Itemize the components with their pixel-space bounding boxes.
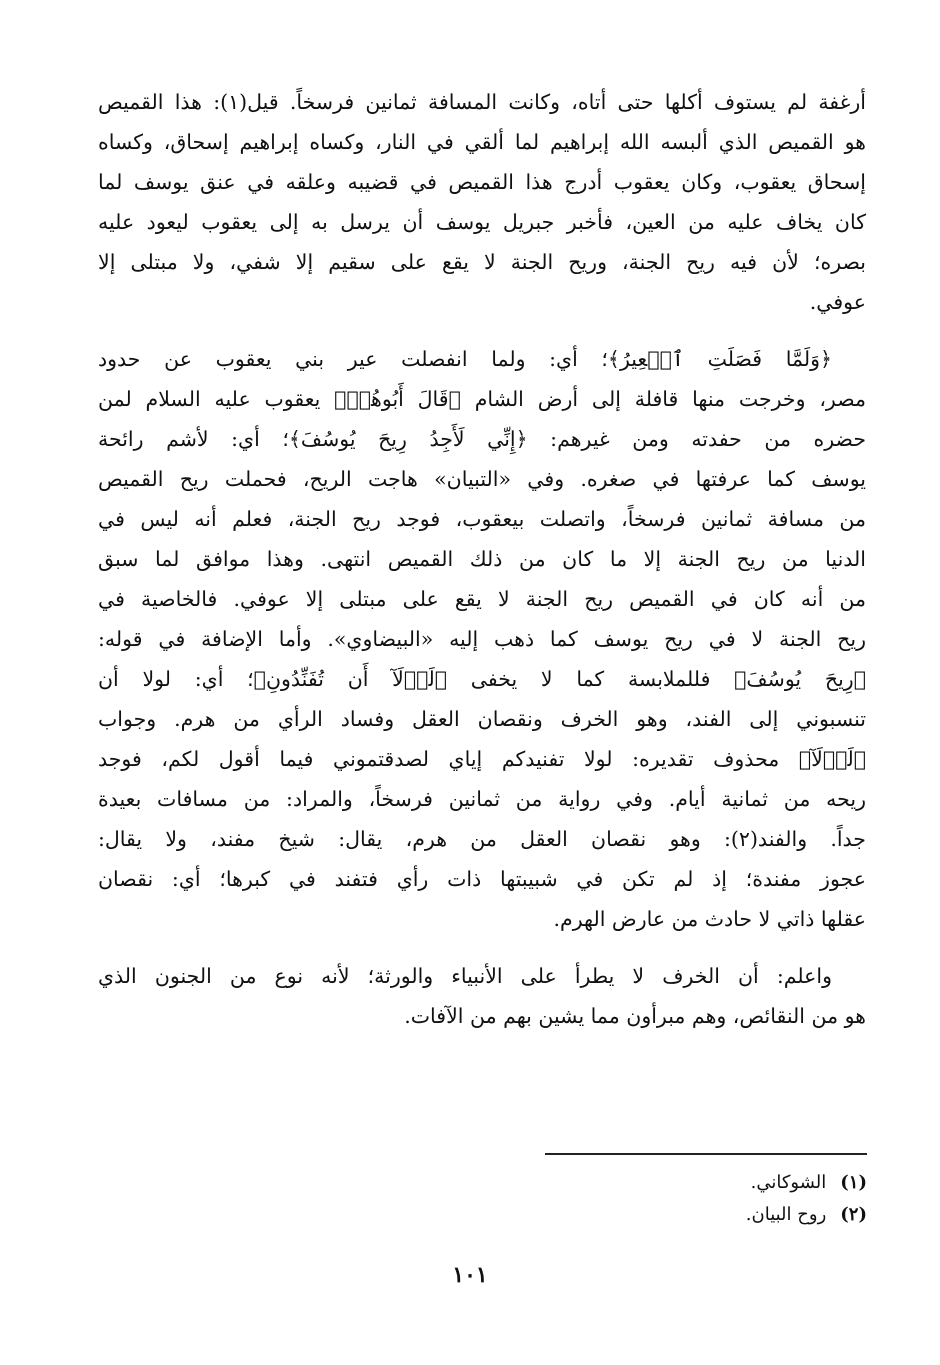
text-line: تنسبوني إلى الفند، وهو الخرف ونقصان العقل وفساد الرأي من هرم. وجواب: [98, 707, 866, 731]
text-line: إسحاق يعقوب، وكان يعقوب أدرج هذا القميص في قضيبه وعلقه في عنق يوسف لما: [98, 170, 866, 194]
text-line: ﴿لَوۡلَآ﴾ محذوف تقديره: لولا تفنيدكم إياي لصدقتموني فيما أقول لكم، فوجد: [98, 747, 866, 771]
footnote-2: [520, 1199, 867, 1231]
text-line: من مسافة ثمانين فرسخاً، واتصلت بيعقوب، فوجد ريح الجنة، فعلم أنه ليس في: [98, 507, 866, 531]
text-line: هو القميص الذي ألبسه الله إبراهيم لما ألقي في النار، وكساه إبراهيم إسحاق، وكساه: [98, 130, 866, 154]
paragraph-2: [98, 339, 866, 939]
text-line: واعلم: أن الخرف لا يطرأ على الأنبياء والورثة؛ لأنه نوع من الجنون الذي: [98, 964, 832, 988]
paragraph-gap: [98, 939, 866, 956]
main-text: [98, 82, 866, 1036]
paragraph-gap: [98, 322, 866, 339]
text-line: يوسف كما عرفتها في صغره. وفي «التبيان» هاجت الريح، فحملت ريح القميص: [98, 467, 866, 491]
text-line: حضره من حفدته ومن غيرهم: ﴿إِنِّي لَأَجِدُ رِيحَ يُوسُفَ﴾؛ أي: لأشم رائحة: [98, 427, 866, 451]
text-line: ﴿وَلَمَّا فَصَلَتِ ٱلۡعِيرُ﴾؛ أي: ولما انفصلت عير بني يعقوب عن حدود: [98, 347, 832, 371]
text-line: عوفي.: [809, 290, 866, 314]
text-line: كان يخاف عليه من العين، فأخبر جبريل يوسف أن يرسل به إلى يعقوب ليعود عليه: [98, 210, 866, 234]
text-line: عجوز مفندة؛ إذ لم تكن في شبيبتها ذات رأي فتفند في كبرها؛ أي: نقصان: [98, 867, 866, 891]
footnote-1: [520, 1167, 867, 1199]
text-line: ريحه من ثمانية أيام. وفي رواية من ثمانين فرسخاً، والمراد: من مسافات بعيدة: [98, 787, 866, 811]
text-line: من أنه كان في القميص ريح الجنة لا يقع على مبتلى إلا عوفي. فالخاصية في: [98, 587, 866, 611]
text-line: جداً. والفند(٢): وهو نقصان العقل من هرم، يقال: شيخ مفند، ولا يقال:: [98, 827, 866, 851]
paragraph-3: [98, 956, 866, 1036]
text-line: مصر، وخرجت منها قافلة إلى أرض الشام ﴿قَالَ أَبُوهُمۡ﴾ يعقوب عليه السلام لمن: [98, 387, 866, 411]
text-line: أرغفة لم يستوف أكلها حتى أتاه، وكانت المسافة ثمانين فرسخاً. قيل(١): هذا القميص: [98, 90, 866, 114]
text-line: ريح الجنة لا في ريح يوسف كما ذهب إليه «البيضاوي». وأما الإضافة في قوله:: [98, 627, 866, 651]
footnote-divider: [545, 1153, 867, 1155]
text-line: الدنيا من ريح الجنة إلا ما كان من ذلك القميص انتهى. وهذا موافق لما سبق: [98, 547, 866, 571]
page-number: ١٠١: [452, 1262, 488, 1288]
paragraph-1: [98, 82, 866, 322]
footnote-number: (١): [840, 1172, 867, 1193]
footnotes: [520, 1167, 867, 1231]
text-line: بصره؛ لأن فيه ريح الجنة، وريح الجنة لا يقع على سقيم إلا شفي، ولا مبتلى إلا: [98, 250, 866, 274]
text-line: عقلها ذاتي لا حادث من عارض الهرم.: [553, 907, 866, 931]
footnote-text: روح البيان.: [745, 1204, 827, 1225]
footnote-number: (٢): [840, 1204, 867, 1225]
text-line: هو من النقائص، وهم مبرأون مما يشين بهم من الآفات.: [404, 1004, 866, 1028]
text-line: ﴿رِيحَ يُوسُفَ﴾ فللملابسة كما لا يخفى ﴿لَوۡلَآ أَن تُفَنِّدُونِ﴾؛ أي: لولا أن: [98, 667, 866, 691]
footnote-text: الشوكاني.: [750, 1172, 827, 1193]
